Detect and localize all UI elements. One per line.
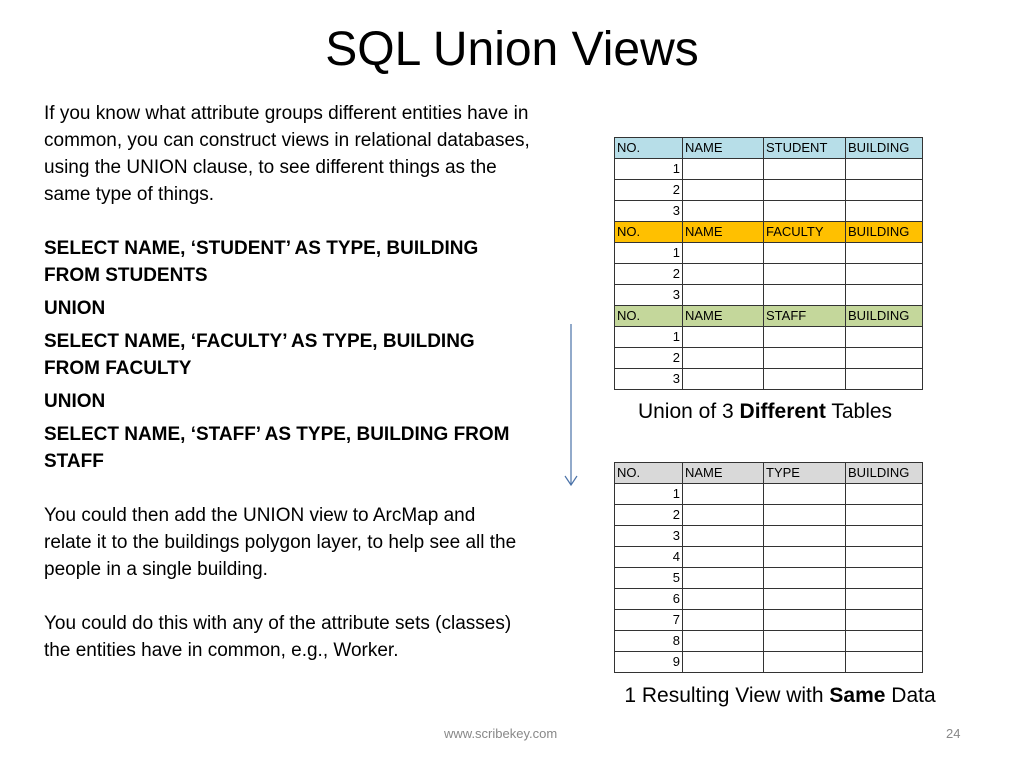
table-row [615, 589, 923, 610]
empty-cell [764, 159, 846, 180]
empty-cell [764, 589, 846, 610]
table-row [615, 568, 923, 589]
empty-cell [764, 526, 846, 547]
result-caption: 1 Resulting View with Same Data [624, 684, 936, 707]
column-header: NO. [615, 306, 683, 327]
sql-line: UNION [44, 391, 106, 412]
column-header: FACULTY [764, 222, 846, 243]
empty-cell [764, 264, 846, 285]
empty-cell [764, 243, 846, 264]
empty-cell [683, 264, 764, 285]
empty-cell [846, 652, 923, 673]
empty-cell [846, 180, 923, 201]
row-number: 2 [615, 264, 683, 285]
empty-cell [683, 327, 764, 348]
header-row [615, 306, 923, 327]
column-header: NO. [615, 138, 683, 159]
empty-cell [683, 243, 764, 264]
empty-cell [683, 285, 764, 306]
row-number: 8 [615, 631, 683, 652]
empty-cell [683, 631, 764, 652]
sql-line: UNION [44, 298, 106, 319]
column-header: NAME [683, 306, 764, 327]
table-row [615, 285, 923, 306]
empty-cell [846, 631, 923, 652]
empty-cell [846, 159, 923, 180]
empty-cell [683, 610, 764, 631]
table-row [615, 243, 923, 264]
row-number: 9 [615, 652, 683, 673]
column-header: BUILDING [846, 463, 923, 484]
row-number: 1 [615, 243, 683, 264]
empty-cell [764, 180, 846, 201]
empty-cell [764, 610, 846, 631]
sql-line: SELECT NAME, ‘STAFF’ AS TYPE, BUILDING FROM STAFF [44, 424, 510, 472]
sql-line: SELECT NAME, ‘STUDENT’ AS TYPE, BUILDING FROM STUDENTS [44, 238, 479, 286]
empty-cell [846, 484, 923, 505]
empty-cell [764, 505, 846, 526]
empty-cell [846, 348, 923, 369]
empty-cell [764, 348, 846, 369]
row-number: 6 [615, 589, 683, 610]
column-header: NO. [615, 222, 683, 243]
empty-cell [846, 526, 923, 547]
slide-body [44, 100, 544, 664]
table-row [615, 201, 923, 222]
column-header: STAFF [764, 306, 846, 327]
empty-cell [683, 369, 764, 390]
table-row [615, 369, 923, 390]
empty-cell [846, 505, 923, 526]
union-caption: Union of 3 Different Tables [637, 400, 893, 423]
empty-cell [846, 589, 923, 610]
row-number: 2 [615, 505, 683, 526]
column-header: NAME [683, 138, 764, 159]
empty-cell [846, 285, 923, 306]
table-row [615, 505, 923, 526]
header-row [615, 222, 923, 243]
row-number: 1 [615, 327, 683, 348]
table-row [615, 631, 923, 652]
row-number: 5 [615, 568, 683, 589]
empty-cell [764, 652, 846, 673]
row-number: 1 [615, 484, 683, 505]
column-header: STUDENT [764, 138, 846, 159]
empty-cell [683, 201, 764, 222]
empty-cell [846, 327, 923, 348]
row-number: 1 [615, 159, 683, 180]
empty-cell [683, 484, 764, 505]
column-header: BUILDING [846, 222, 923, 243]
row-number: 3 [615, 285, 683, 306]
header-row [615, 463, 923, 484]
table-row [615, 327, 923, 348]
empty-cell [683, 348, 764, 369]
empty-cell [846, 610, 923, 631]
slide-title: SQL Union Views [325, 23, 699, 76]
table-row [615, 159, 923, 180]
row-number: 2 [615, 348, 683, 369]
page-number: 24 [946, 726, 961, 741]
table-row [615, 547, 923, 568]
empty-cell [764, 201, 846, 222]
empty-cell [846, 369, 923, 390]
empty-cell [683, 159, 764, 180]
table-row [615, 652, 923, 673]
empty-cell [764, 547, 846, 568]
worker-paragraph: You could do this with any of the attribute sets (classes) the entities have in common, e.g., Worker. [44, 613, 512, 661]
empty-cell [683, 505, 764, 526]
empty-cell [683, 589, 764, 610]
down-arrow-icon [563, 324, 579, 488]
empty-cell [764, 285, 846, 306]
table-row [615, 484, 923, 505]
column-header: BUILDING [846, 138, 923, 159]
row-number: 2 [615, 180, 683, 201]
sql-line: SELECT NAME, ‘FACULTY’ AS TYPE, BUILDING FROM FACULTY [44, 331, 475, 379]
empty-cell [764, 568, 846, 589]
empty-cell [683, 547, 764, 568]
empty-cell [764, 484, 846, 505]
intro-paragraph: If you know what attribute groups different entities have in common, you can construct views in relational databases, using the UNION clause, to see different things as the same type of things. [44, 103, 530, 205]
empty-cell [846, 243, 923, 264]
empty-cell [683, 568, 764, 589]
column-header: TYPE [764, 463, 846, 484]
row-number: 3 [615, 369, 683, 390]
result-table [614, 462, 923, 673]
row-number: 3 [615, 201, 683, 222]
empty-cell [683, 652, 764, 673]
row-number: 7 [615, 610, 683, 631]
empty-cell [764, 327, 846, 348]
arcmap-paragraph: You could then add the UNION view to ArcMap and relate it to the buildings polygon layer, to help see all the people in a single building. [44, 505, 517, 580]
table-row [615, 610, 923, 631]
empty-cell [683, 526, 764, 547]
header-row [615, 138, 923, 159]
empty-cell [764, 369, 846, 390]
table-row [615, 348, 923, 369]
union-table [614, 137, 923, 390]
row-number: 3 [615, 526, 683, 547]
empty-cell [846, 547, 923, 568]
footer-url: www.scribekey.com [444, 726, 558, 741]
empty-cell [846, 264, 923, 285]
empty-cell [683, 180, 764, 201]
column-header: NAME [683, 222, 764, 243]
column-header: NAME [683, 463, 764, 484]
column-header: NO. [615, 463, 683, 484]
empty-cell [846, 568, 923, 589]
column-header: BUILDING [846, 306, 923, 327]
row-number: 4 [615, 547, 683, 568]
table-row [615, 180, 923, 201]
table-row [615, 264, 923, 285]
table-row [615, 526, 923, 547]
empty-cell [846, 201, 923, 222]
empty-cell [764, 631, 846, 652]
